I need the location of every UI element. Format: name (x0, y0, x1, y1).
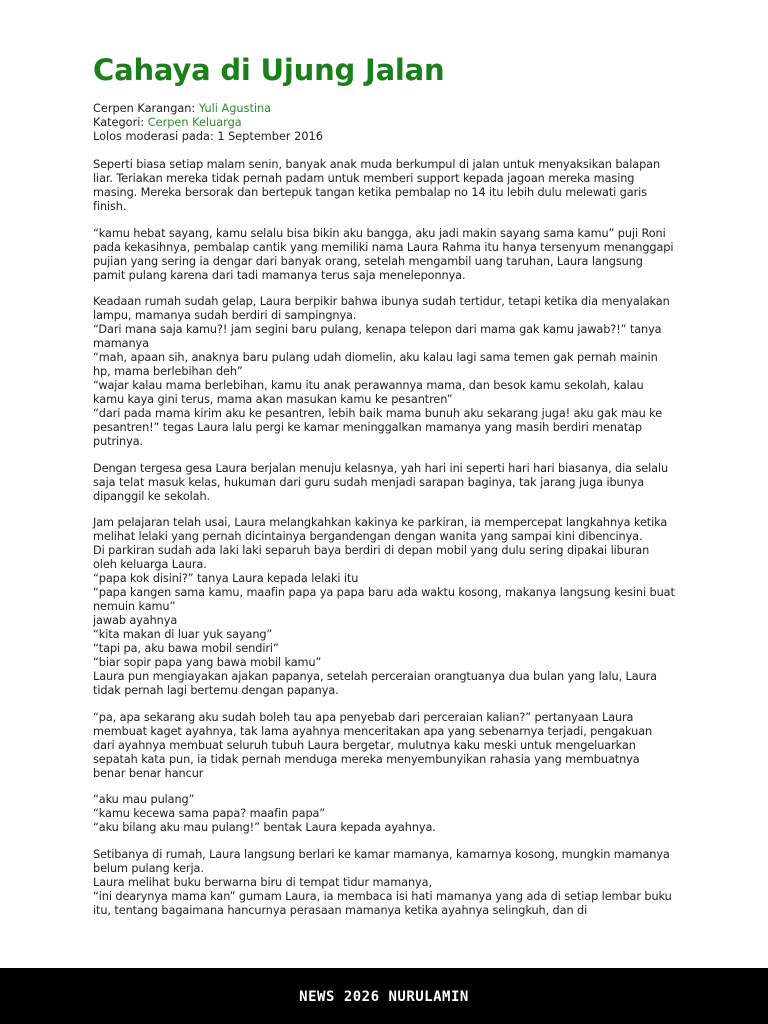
paragraph-line: Laura pun mengiayakan ajakan papanya, setelah perceraian orangtuanya dua bulan yang lalu, Laura tidak pernah lagi bertemu dengan papanya. (93, 670, 657, 697)
paragraph-line: “aku bilang aku mau pulang!” bentak Laura kepada ayahnya. (93, 821, 436, 834)
article-meta (93, 102, 675, 144)
paragraph-line: “aku mau pulang” (93, 793, 195, 806)
paragraph-line: “Dari mana saja kamu?! jam segini baru pulang, kenapa telepon dari mama gak kamu jawab?!” tanya mamanya (93, 323, 662, 350)
paragraph-line: Seperti biasa setiap malam senin, banyak anak muda berkumpul di jalan untuk menyaksikan balapan liar. Teriakan mereka tidak pernah padam untuk memberi support kepada jagoan mereka masing masing. Mereka bersorak dan bertepuk tangan ketika pembalap no 14 itu lebih dulu melewati garis finish. (93, 158, 661, 213)
paragraph (93, 711, 675, 781)
paragraph-line: Dengan tergesa gesa Laura berjalan menuju kelasnya, yah hari ini seperti hari hari biasanya, dia selalu saja telat masuk kelas, hukuman dari guru sudah menjadi sarapan baginya, tak jarang juga ibunya dipanggil ke sekolah. (93, 461, 669, 503)
paragraph (93, 158, 675, 214)
paragraph (93, 462, 675, 504)
paragraph (93, 848, 675, 918)
moderation-date: Lolos moderasi pada: 1 September 2016 (93, 130, 323, 143)
paragraph-line: “kamu kecewa sama papa? maafin papa” (93, 807, 326, 820)
paragraph-line: Keadaan rumah sudah gelap, Laura berpikir bahwa ibunya sudah tertidur, tetapi ketika dia menyalakan lampu, mamanya sudah berdiri di sampingnya. (93, 295, 670, 322)
article-body (93, 158, 675, 918)
article-title: Cahaya di Ujung Jalan (93, 53, 445, 87)
paragraph-line: “papa kok disini?” tanya Laura kepada lelaki itu (93, 572, 359, 585)
paragraph-line: “kita makan di luar yuk sayang” (93, 628, 273, 641)
paragraph-line: “biar sopir papa yang bawa mobil kamu” (93, 656, 322, 669)
paragraph-line: Laura melihat buku berwarna biru di tempat tidur mamanya, (93, 875, 432, 889)
paragraph-line: “tapi pa, aku bawa mobil sendiri” (93, 642, 279, 655)
paragraph-line: “kamu hebat sayang, kamu selalu bisa bikin aku bangga, aku jadi makin sayang sama kamu” puji Roni pada kekasihnya, pembalap cantik yang memiliki nama Laura Rahma itu hanya tersenyum menanggapi pujian yang sering ia dengar dari banyak orang, setelah mengambil uang taruhan, Laura langsung pamit pulang karena dari tadi mamanya terus saja meneleponnya. (93, 226, 674, 282)
paragraph-line: Setibanya di rumah, Laura langsung berlari ke kamar mamanya, kamarnya kosong, mungkin mamanya belum pulang kerja. (93, 847, 670, 875)
paragraph (93, 295, 675, 449)
category-label: Kategori: (93, 116, 148, 129)
paragraph (93, 793, 675, 835)
paragraph-line: “ini dearynya mama kan” gumam Laura, ia membaca isi hati mamanya yang ada di setiap lembar buku itu, tentang bagaimana hancurnya perasaan mamanya ketika ayahnya selingkuh, dan di (93, 889, 672, 917)
paragraph-line: Di parkiran sudah ada laki laki separuh baya berdiri di depan mobil yang dulu sering dipakai liburan oleh keluarga Laura. (93, 544, 650, 571)
footer-watermark: NEWS 2026 NURULAMIN (299, 989, 469, 1005)
paragraph-line: jawab ayahnya (93, 614, 178, 627)
author-link[interactable]: Yuli Agustina (198, 102, 272, 115)
author-label: Cerpen Karangan: (93, 102, 199, 115)
category-row (93, 116, 675, 130)
paragraph-line: “pa, apa sekarang aku sudah boleh tau apa penyebab dari perceraian kalian?” pertanyaan Laura membuat kaget ayahnya, tak lama ayahnya menceritakan apa yang sebenarnya terjadi, pengakuan dari ayahnya membuat seluruh tubuh Laura bergetar, mulutnya kaku meski untuk mengeluarkan sepatah kata pun, ia tidak pernah menduga mereka menyembunyikan rahasia yang membuatnya benar benar hancur (93, 710, 653, 780)
paragraph (93, 227, 675, 283)
paragraph-line: “wajar kalau mama berlebihan, kamu itu anak perawannya mama, dan besok kamu sekolah, kalau kamu kaya gini terus, mama akan masukan kamu ke pesantren” (93, 379, 644, 406)
paragraph-line: “mah, apaan sih, anaknya baru pulang udah diomelin, aku kalau lagi sama temen gak pernah mainin hp, mama berlebihan deh” (93, 351, 658, 378)
article (93, 52, 675, 930)
paragraph-line: “papa kangen sama kamu, maafin papa ya papa baru ada waktu kosong, makanya langsung kesini buat nemuin kamu” (93, 586, 675, 613)
footer-bar (0, 968, 768, 1024)
paragraph-line: “dari pada mama kirim aku ke pesantren, lebih baik mama bunuh aku sekarang juga! aku gak mau ke pesantren!” tegas Laura lalu pergi ke kamar meninggalkan mamanya yang masih berdiri menatap putrinya. (93, 407, 663, 448)
author-row (93, 102, 675, 116)
paragraph (93, 516, 675, 698)
paragraph-line: Jam pelajaran telah usai, Laura melangkahkan kakinya ke parkiran, ia mempercepat langkahnya ketika melihat lelaki yang pernah dicintainya bergandengan dengan wanita yang sampai kini dibencinya. (93, 516, 668, 543)
category-link[interactable]: Cerpen Keluarga (147, 116, 242, 129)
